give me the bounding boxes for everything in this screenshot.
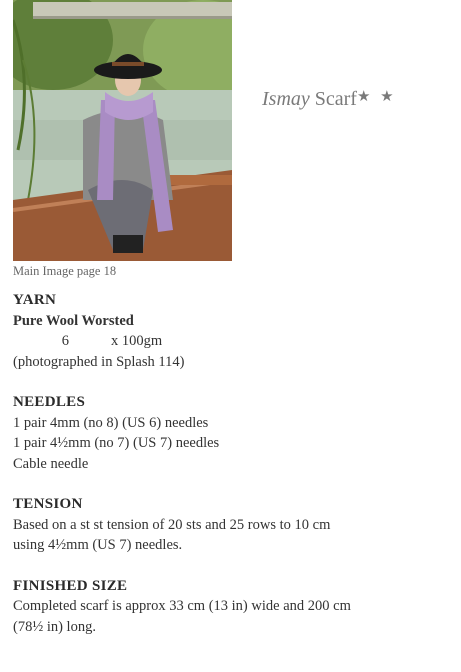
pattern-details: [13, 290, 353, 657]
yarn-note: (photographed in Splash 114): [13, 353, 185, 370]
tension-section: [13, 494, 353, 556]
needles-line: Cable needle: [13, 455, 89, 472]
tension-heading: TENSION: [13, 496, 83, 512]
main-photo: [13, 0, 232, 261]
yarn-section: [13, 290, 353, 372]
needles-line: 1 pair 4mm (no 8) (US 6) needles: [13, 414, 209, 431]
needles-line: 1 pair 4½mm (no 7) (US 7) needles: [13, 435, 220, 451]
yarn-quantity-row: [13, 331, 353, 352]
finished-size-heading: FINISHED SIZE: [13, 577, 128, 594]
pattern-name-italic: Ismay: [262, 88, 310, 110]
yarn-heading: YARN: [13, 292, 57, 308]
pattern-title: [262, 87, 397, 111]
model-photo-illustration: [13, 0, 232, 261]
yarn-unit: x 100gm: [111, 333, 163, 349]
needles-section: [13, 392, 353, 474]
tension-text: Based on a st st tension of 20 sts and 25 rows to 10 cm using 4½mm (US 7) needles.: [13, 516, 331, 553]
image-caption: Main Image page 18: [13, 264, 117, 278]
needles-heading: NEEDLES: [13, 394, 86, 410]
pattern-name-rest: Scarf: [314, 88, 357, 110]
finished-size-text: Completed scarf is approx 33 cm (13 in) wide and 200 cm (78½ in) long.: [13, 598, 351, 635]
finished-size-section: [13, 576, 353, 638]
yarn-name: Pure Wool Worsted: [13, 312, 134, 329]
difficulty-stars: ★ ★: [356, 89, 397, 105]
yarn-quantity: 6: [61, 333, 69, 349]
